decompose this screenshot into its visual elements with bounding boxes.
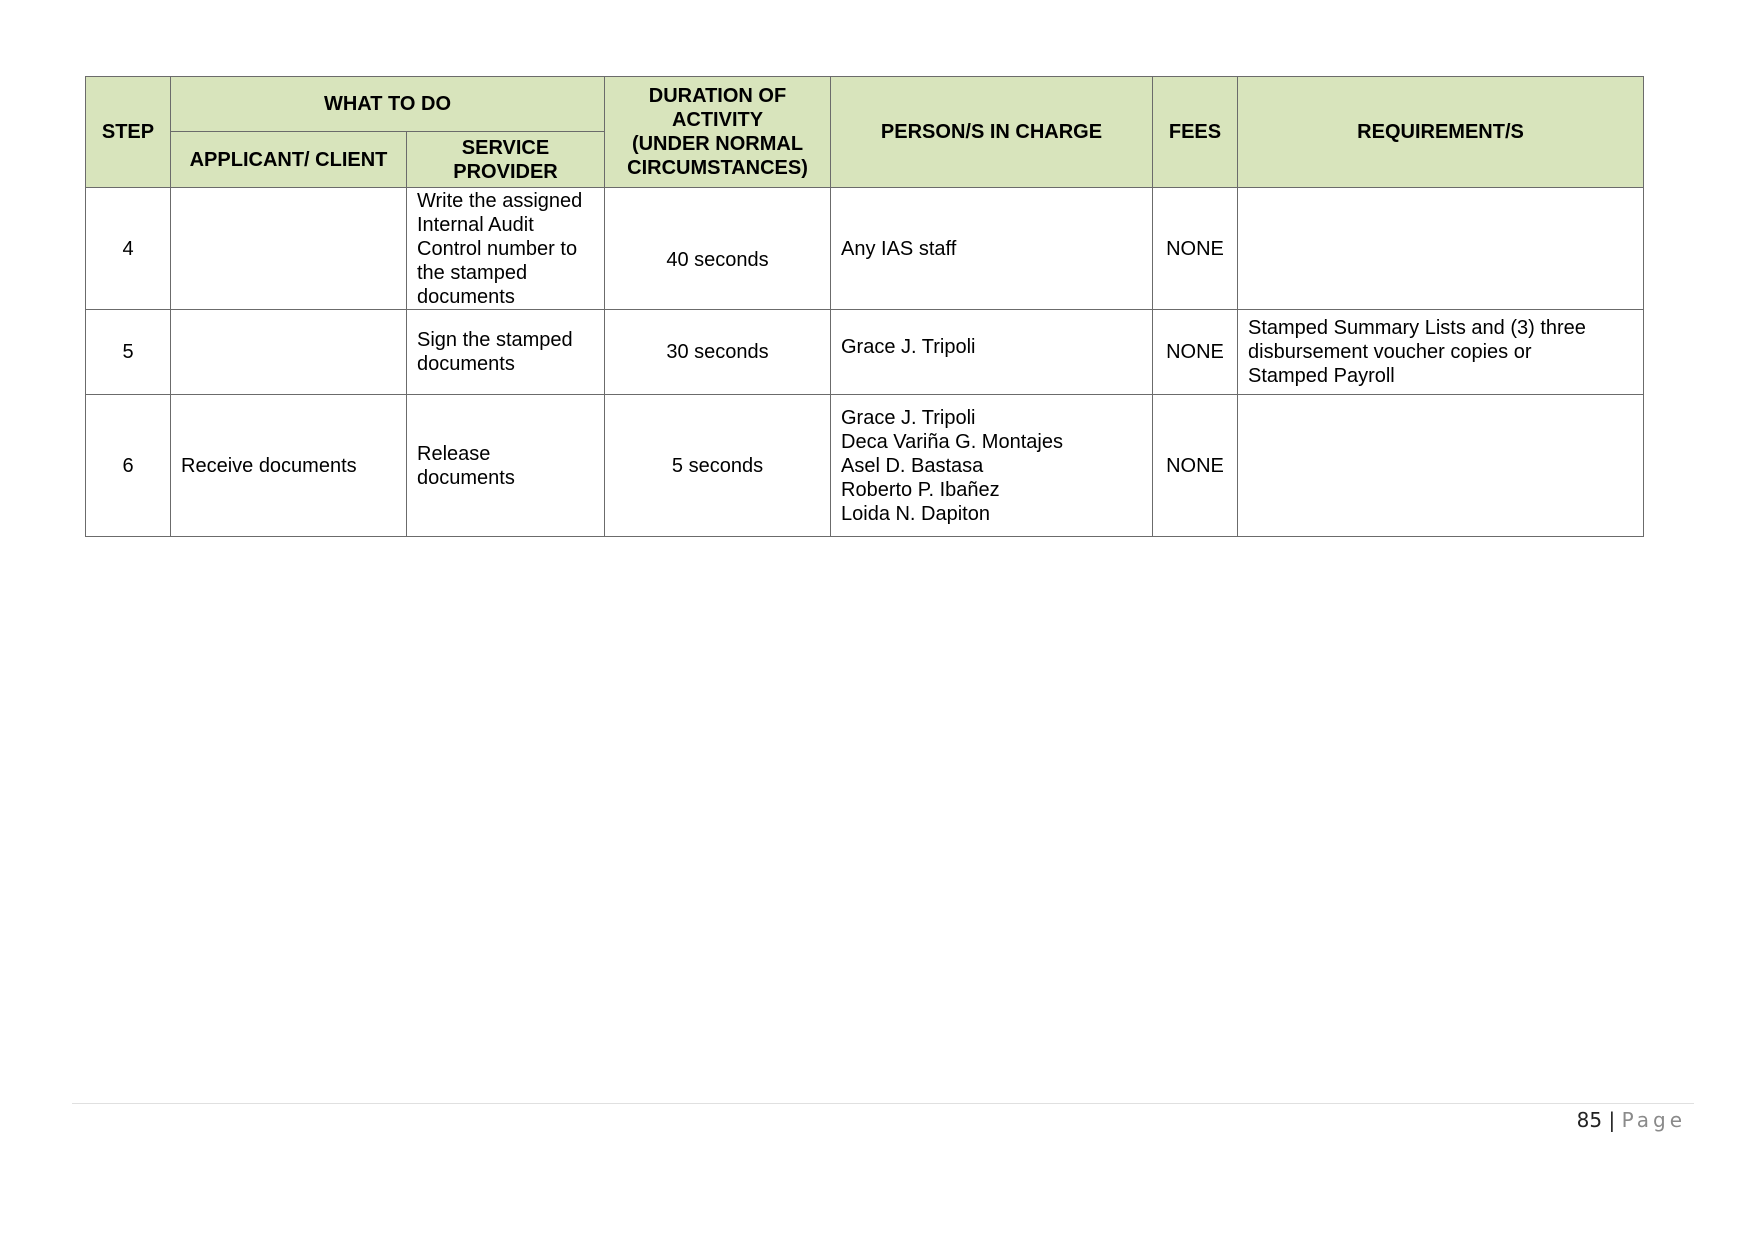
duration-cell: 30 seconds xyxy=(605,310,831,395)
footer-separator: | xyxy=(1608,1108,1616,1132)
page-number: 85 xyxy=(1576,1108,1603,1132)
person-in-charge-cell: Grace J. Tripoli xyxy=(831,310,1153,395)
page-label: Page xyxy=(1621,1108,1686,1132)
header-person-in-charge: PERSON/S IN CHARGE xyxy=(831,77,1153,188)
requirements-cell: Stamped Summary Lists and (3) three disbursement voucher copies or Stamped Payroll xyxy=(1238,310,1644,395)
fees-cell: NONE xyxy=(1153,188,1238,310)
procedure-table xyxy=(85,76,1644,537)
fees-cell: NONE xyxy=(1153,395,1238,537)
header-fees: FEES xyxy=(1153,77,1238,188)
duration-cell: 5 seconds xyxy=(605,395,831,537)
service-provider-cell: Release documents xyxy=(407,395,605,537)
fees-cell: NONE xyxy=(1153,310,1238,395)
requirements-cell xyxy=(1238,188,1644,310)
header-step: STEP xyxy=(86,77,171,188)
footer-divider xyxy=(72,1103,1694,1104)
service-provider-cell: Write the assigned Internal Audit Control number to the stamped documents xyxy=(407,188,605,310)
person-in-charge-cell: Any IAS staff xyxy=(831,188,1153,310)
table-body xyxy=(86,188,1644,537)
header-duration: DURATION OF ACTIVITY (UNDER NORMAL CIRCUMSTANCES) xyxy=(605,77,831,188)
service-provider-cell: Sign the stamped documents xyxy=(407,310,605,395)
header-requirements: REQUIREMENT/S xyxy=(1238,77,1644,188)
header-applicant-client: APPLICANT/ CLIENT xyxy=(171,132,407,188)
page-footer xyxy=(1577,1108,1686,1132)
applicant-cell xyxy=(171,310,407,395)
table-row xyxy=(86,188,1644,310)
table-row xyxy=(86,395,1644,537)
table-header xyxy=(86,77,1644,188)
table-row xyxy=(86,310,1644,395)
step-cell: 4 xyxy=(86,188,171,310)
applicant-cell xyxy=(171,188,407,310)
person-in-charge-cell: Grace J. Tripoli Deca Variña G. Montajes Asel D. Bastasa Roberto P. Ibañez Loida N. Dapiton xyxy=(831,395,1153,537)
requirements-cell xyxy=(1238,395,1644,537)
applicant-cell: Receive documents xyxy=(171,395,407,537)
step-cell: 5 xyxy=(86,310,171,395)
header-service-provider: SERVICE PROVIDER xyxy=(407,132,605,188)
duration-cell: 40 seconds xyxy=(605,188,831,310)
header-what-to-do: WHAT TO DO xyxy=(171,77,605,132)
step-cell: 6 xyxy=(86,395,171,537)
